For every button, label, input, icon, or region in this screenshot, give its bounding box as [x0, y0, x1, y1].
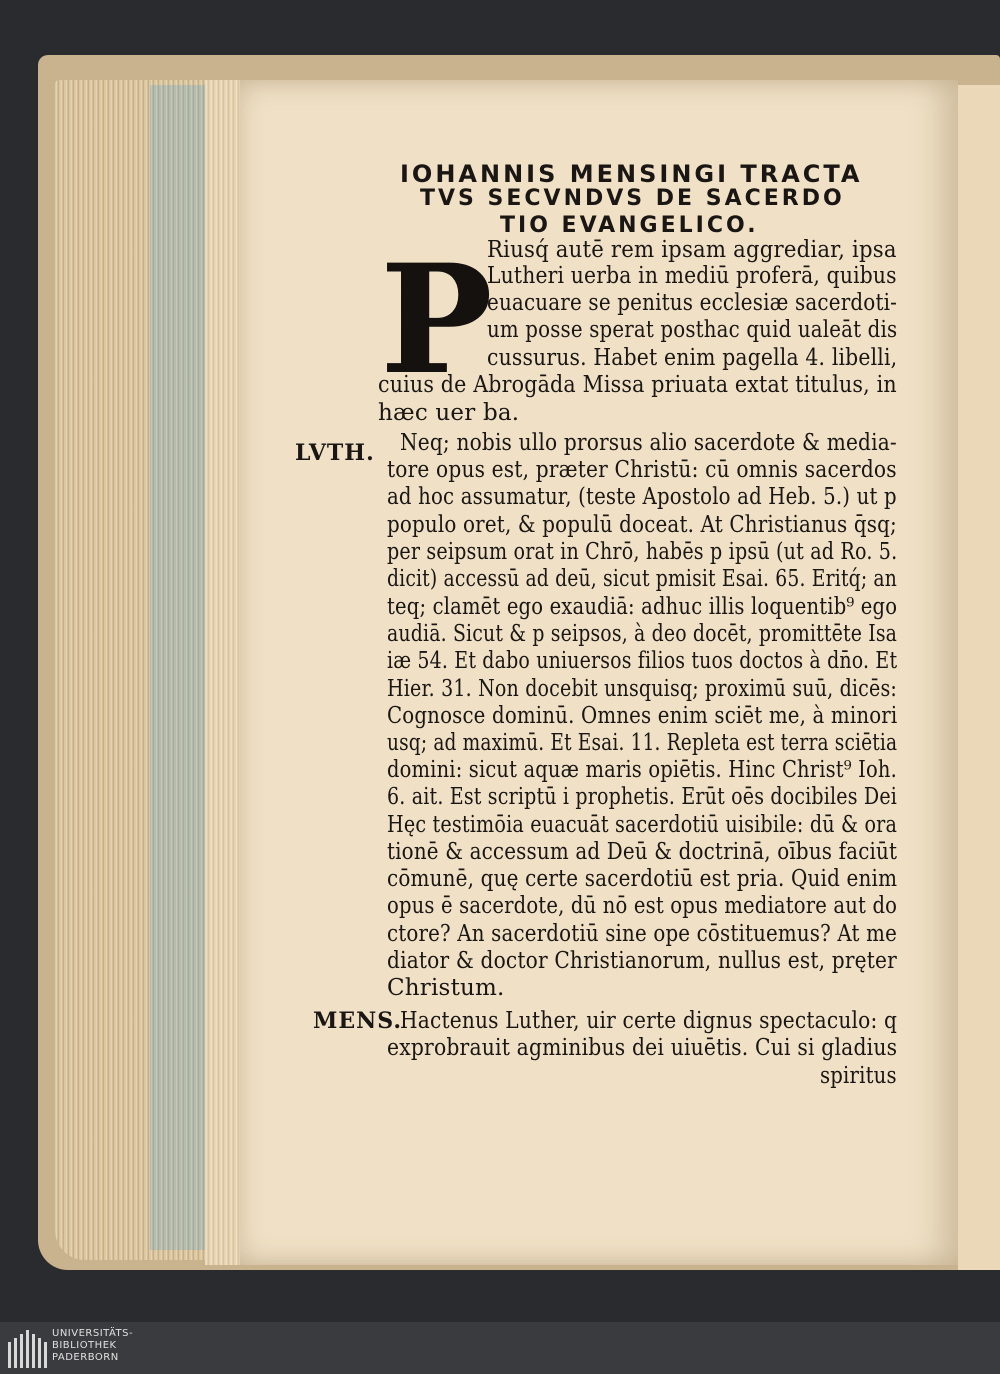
library-name-line-3: PADERBORN	[52, 1352, 119, 1363]
heading-line-3: TIO EVANGELICO.	[500, 213, 759, 238]
text-line: um posse sperat posthac quid ualeāt dis	[487, 317, 898, 343]
text-line: populo oret, & populū doceat. At Christianus q̄sq;	[387, 512, 897, 538]
facing-page-edge	[958, 85, 1000, 1270]
text-line: Hier. 31. Non docebit unsquisq; proximū suū, dicēs:	[387, 676, 897, 702]
text-line: audiā. Sicut & p seipsos, à deo docēt, promittēte Isa	[387, 621, 898, 647]
text-line: Hactenus Luther, uir certe dignus spectaculo: q	[400, 1008, 898, 1034]
footer-bar	[0, 1322, 1000, 1374]
library-logo-icon	[8, 1328, 46, 1368]
heading-line-1: IOHANNIS MENSINGI TRACTA	[400, 160, 863, 188]
text-line: cuius de Abrogāda Missa priuata extat titulus, in	[378, 372, 897, 398]
text-line: diator & doctor Christianorum, nullus est, pręter	[387, 948, 897, 974]
text-line: 6. ait. Est scriptū i prophetis. Erūt oēs docibiles Dei	[387, 784, 898, 810]
text-line: spiritus	[820, 1063, 897, 1089]
text-line: usq; ad maximū. Et Esai. 11. Repleta est terra sciētia	[387, 730, 898, 756]
text-line: Lutheri uerba in mediū proferā, quibus	[487, 263, 897, 289]
library-name-line-2: BIBLIOTHEK	[52, 1340, 117, 1351]
text-line: ad hoc assumatur, (teste Apostolo ad Heb. 5.) ut p	[387, 484, 897, 510]
text-line: domini: sicut aquæ maris opiētis. Hinc Christ⁹ Ioh.	[387, 757, 897, 783]
drop-cap: P	[380, 232, 493, 408]
text-line: euacuare se penitus ecclesiæ sacerdoti-	[487, 290, 898, 316]
page-gutter-edge	[205, 80, 240, 1265]
text-line: per seipsum orat in Chrō, habēs p ipsū (ut ad Ro. 5.	[387, 539, 898, 565]
text-line: cussurus. Habet enim pagella 4. libelli,	[487, 345, 898, 371]
margin-note-luth: LVTH.	[295, 440, 375, 466]
library-name	[52, 1328, 133, 1364]
library-name-line-1: UNIVERSITÄTS-	[52, 1328, 134, 1339]
text-line: Riusq́ autē rem ipsam aggrediar, ipsa	[487, 237, 897, 263]
text-line: Hęc testimōia euacuāt sacerdotiū uisibile: dū & ora	[387, 812, 898, 838]
text-line: Christum.	[387, 975, 505, 1001]
text-line: ctore? An sacerdotiū sine ope cōstituemus? At me	[387, 921, 897, 947]
text-line: iæ 54. Et dabo uniuersos filios tuos doctos à dn̄o. Et	[387, 648, 898, 674]
page-edge-tint	[150, 85, 210, 1250]
text-line: Neq; nobis ullo prorsus alio sacerdote & media-	[400, 430, 897, 456]
text-line: Cognosce dominū. Omnes enim sciēt me, à minori	[387, 703, 898, 729]
text-line: hæc uer ba.	[378, 400, 520, 426]
text-line: exprobrauit agminibus dei uiuētis. Cui si gladius	[387, 1035, 898, 1061]
text-line: opus ē sacerdote, dū nō est opus mediatore aut do	[387, 893, 898, 919]
text-line: tore opus est, præter Christū: cū omnis sacerdos	[387, 457, 897, 483]
text-line: teq; clamēt ego exaudiā: adhuc illis loquentib⁹ ego	[387, 594, 898, 620]
text-line: tionē & accessum ad Deū & doctrinā, oībus faciūt	[387, 839, 898, 865]
heading-line-2: TVS SECVNDVS DE SACERDO	[420, 186, 845, 211]
text-line: cōmunē, quę certe sacerdotiū est pria. Quid enim	[387, 866, 898, 892]
margin-note-mens: MENS.	[313, 1008, 402, 1034]
text-line: dicit) accessū ad deū, sicut pmisit Esai. 65. Eritq́; an	[387, 566, 898, 592]
